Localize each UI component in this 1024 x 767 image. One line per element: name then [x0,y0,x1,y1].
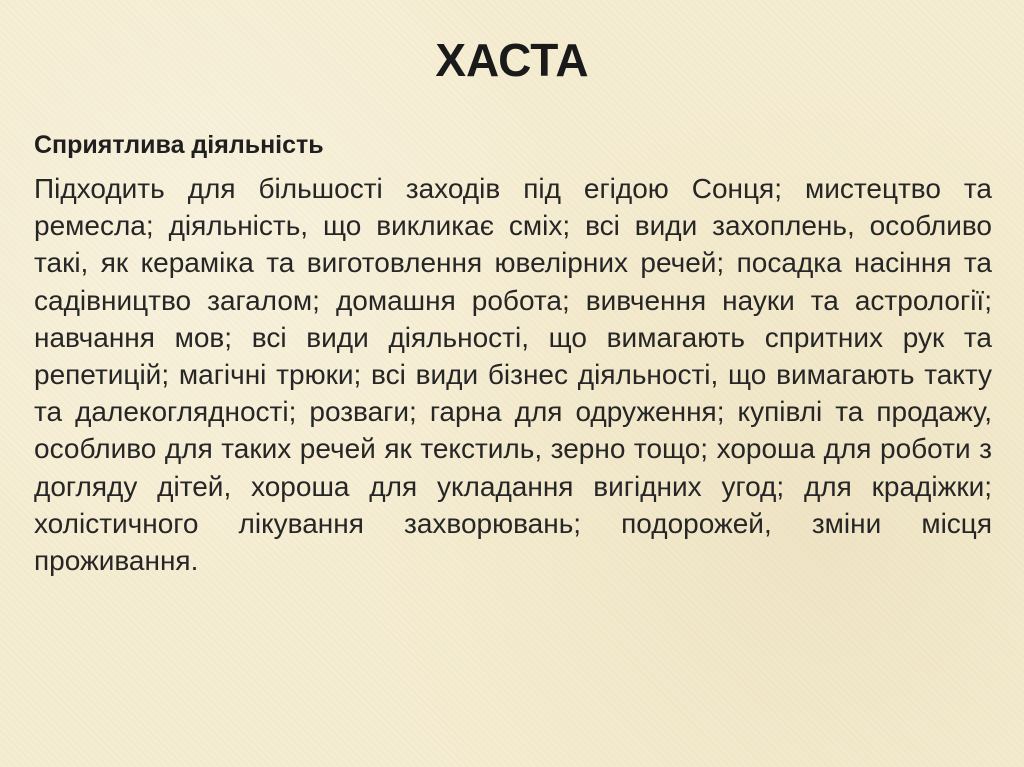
body-paragraph: Підходить для більшості заходів під егідою Сонця; мистецтво та ремесла; діяльність, що викликає сміх; всі види захоплень, особливо такі, як кераміка та виготовлення ювелірних речей; посадка насіння та садівництво загалом; домашня робота; вивчення науки та астрології; навчання мов; всі види діяльності, що вимагають спритних рук та репетицій; магічні трюки; всі види бізнес діяльності, що вимагають такту та далекоглядності; розваги; гарна для одруження; купівлі та продажу, особливо для таких речей як текстиль, зерно тощо; хороша для роботи з догляду дітей, хороша для укладання вигідних угод; для крадіжки; холістичного лікування захворювань; подорожей, зміни місця проживання. [34,173,992,577]
slide-title: ХАСТА [435,34,589,86]
slide-content [34,128,992,579]
section-heading: Сприятлива діяльність [34,131,324,159]
